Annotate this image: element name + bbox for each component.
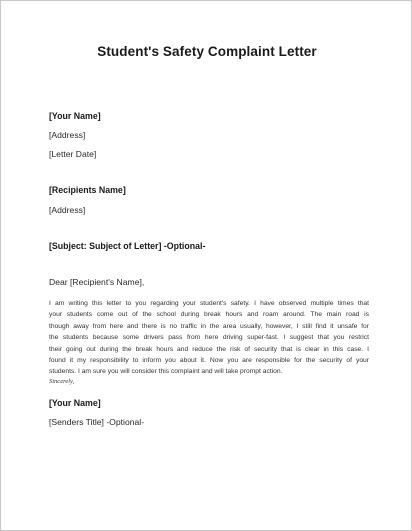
letter-date: [Letter Date] (49, 149, 97, 159)
body-line: students. I am sure you will consider this complaint and will take prompt action. (49, 368, 283, 376)
body-line: I am writing this letter to you regarding your student's safety. I have observed multiple times that (49, 300, 369, 307)
sender-address: [Address] (49, 130, 86, 140)
body-line: though away from here and there is no traffic in the area usually, however, I still find it unsafe for (49, 322, 369, 330)
signoff: Sincerely, (49, 378, 75, 385)
salutation: Dear [Recipient's Name], (49, 277, 145, 287)
sender-name: [Your Name] (49, 111, 101, 121)
body-line: their going out during the break hours and reduce the risk of security that is clear in this case. I (49, 345, 369, 353)
subject-line: [Subject: Subject of Letter] -Optional- (49, 241, 206, 251)
closing-title: [Senders Title] -Optional- (49, 417, 145, 427)
body-line: your students come out of the school during break hours and roam around. The main road is (49, 311, 369, 319)
body-line: found it my responsibility to inform you about it. Now you are responsible for the security of your (49, 357, 369, 365)
closing-name: [Your Name] (49, 398, 101, 408)
letter-title: Student's Safety Complaint Letter (97, 44, 317, 59)
recipient-name: [Recipients Name] (49, 185, 126, 195)
recipient-address: [Address] (49, 205, 86, 215)
letter-body (49, 298, 369, 378)
body-line: the students because some drivers pass from here driving super-fast. I suggest that you restrict (49, 334, 369, 342)
